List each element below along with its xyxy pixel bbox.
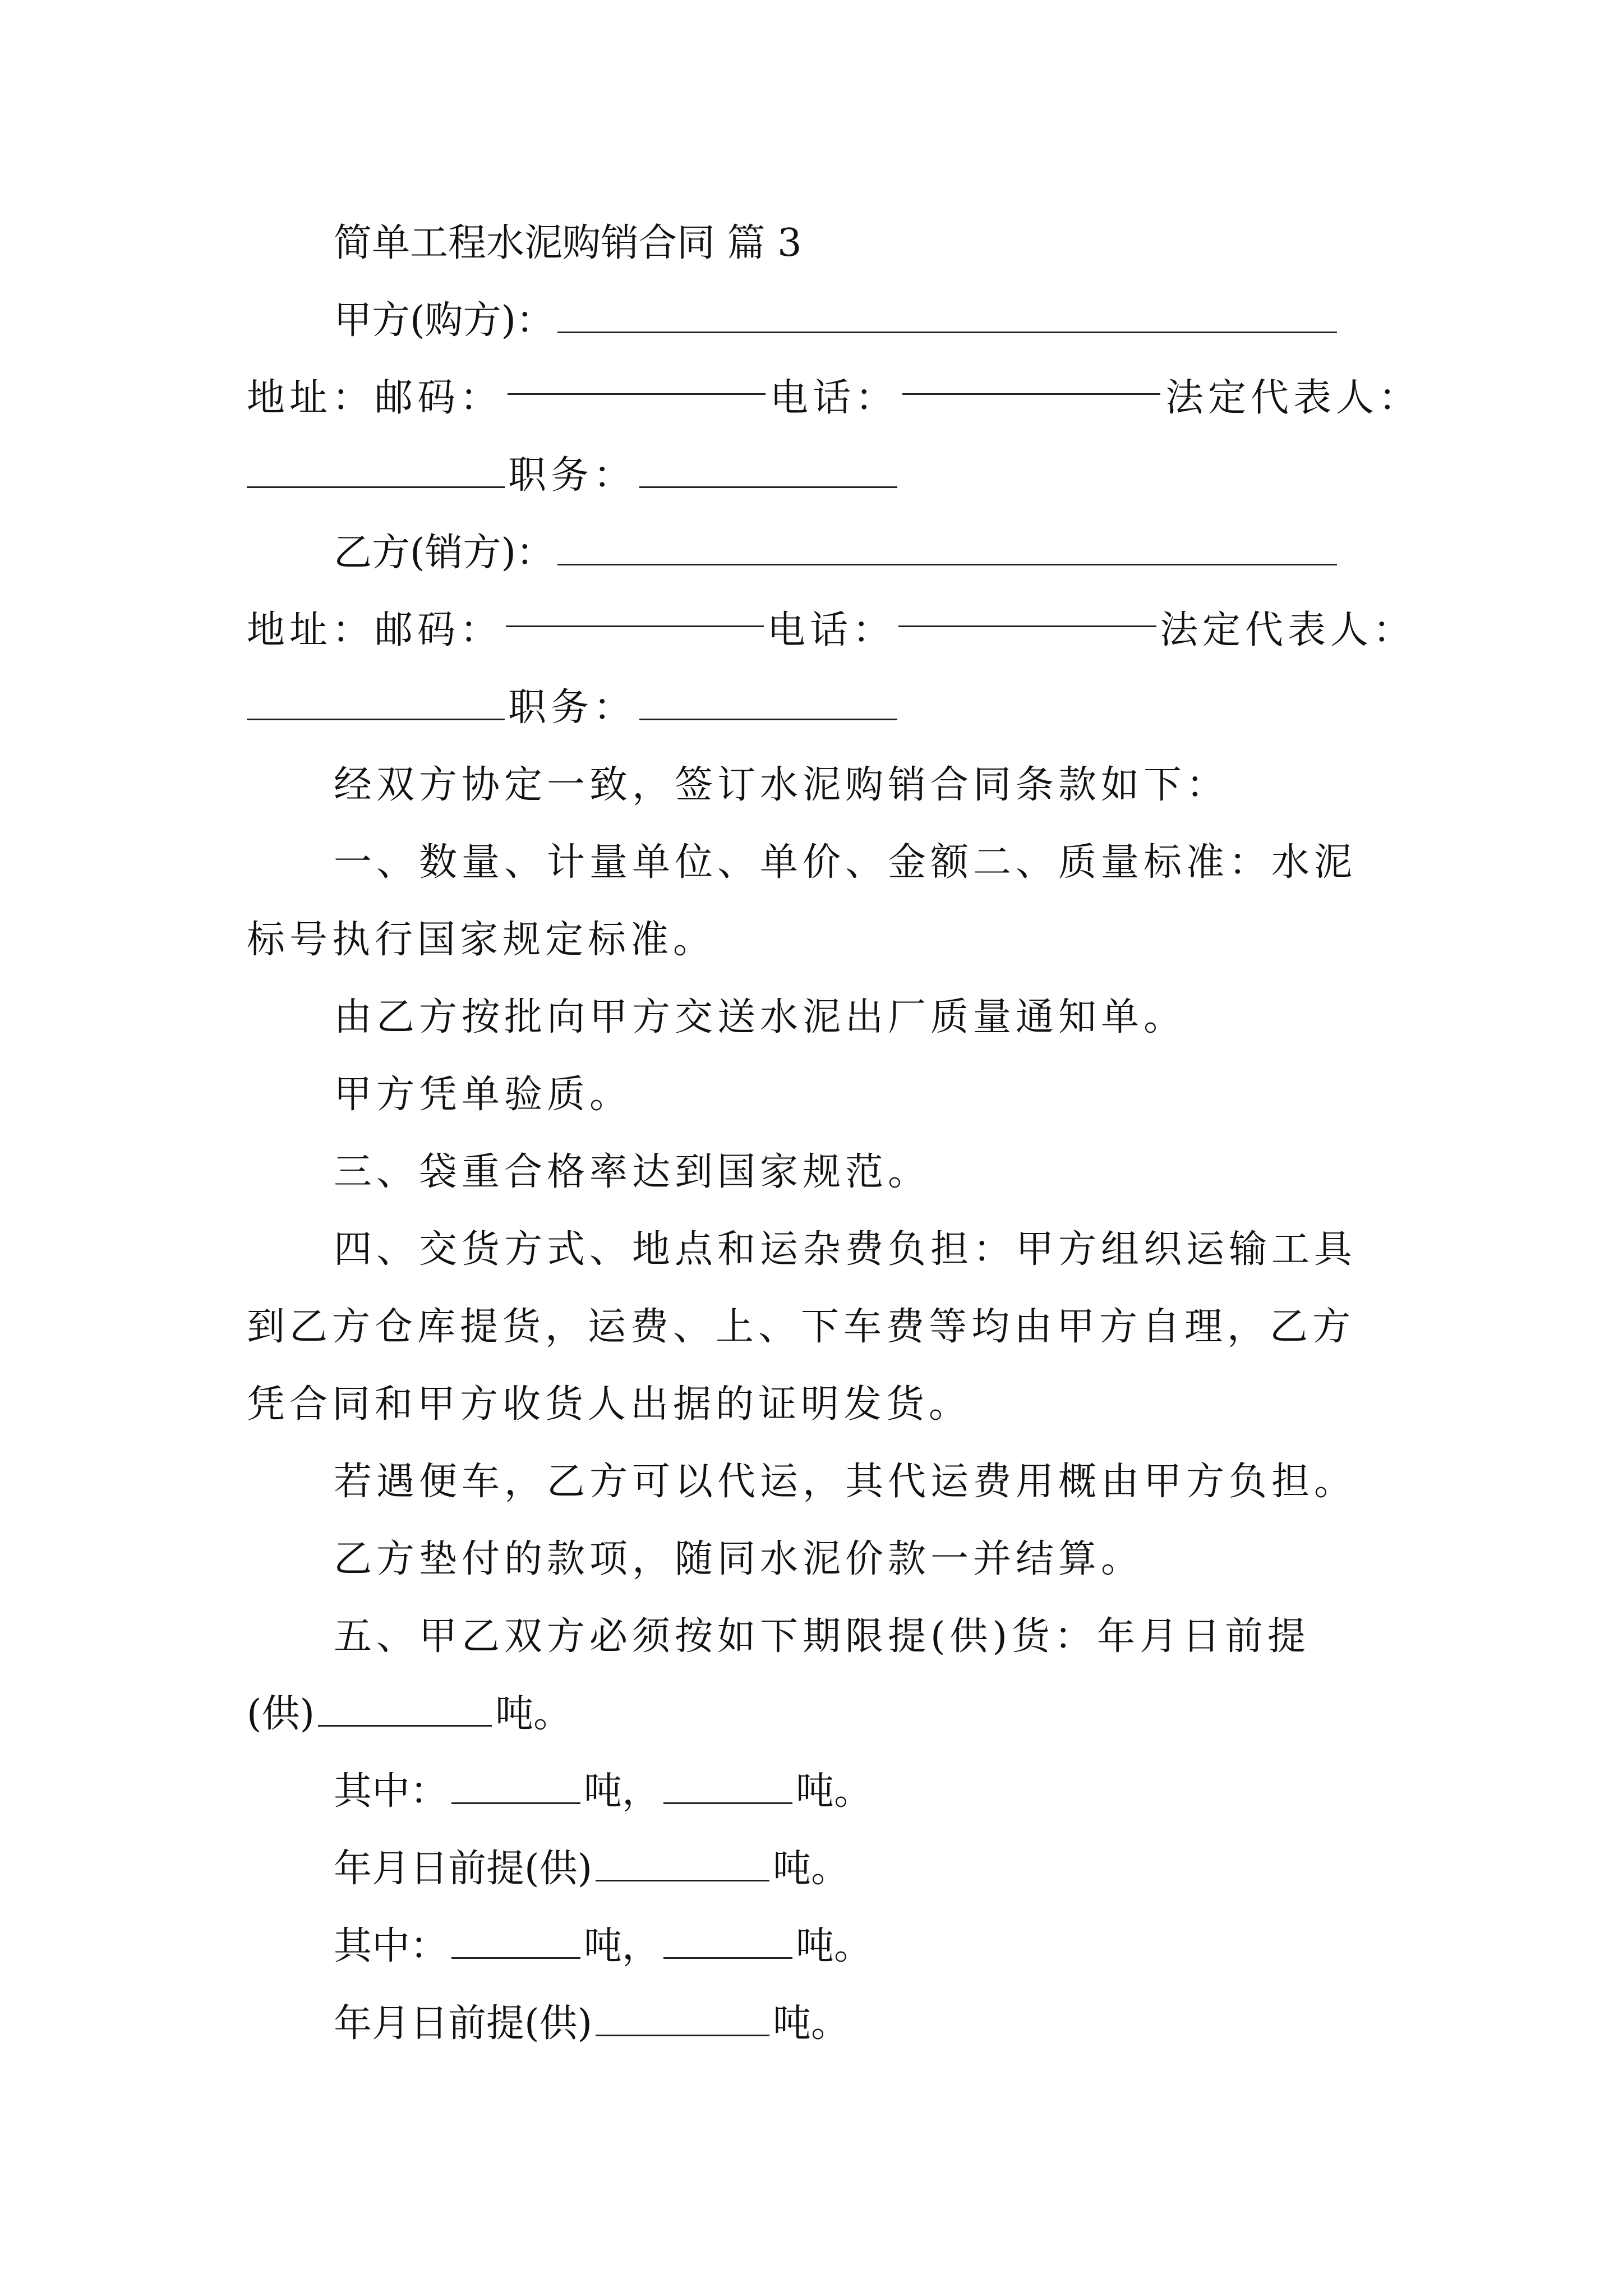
clause-4-line-3 — [247, 1365, 1421, 1444]
breakdown-2-label: 其中： — [334, 1924, 449, 1968]
party-b-address-label: 地址：邮码： — [247, 608, 503, 652]
breakdown-2-unit-b: 吨。 — [796, 1924, 873, 1968]
party-b-phone-blank[interactable] — [898, 591, 1156, 627]
clause-4c-text: 乙方垫付的款项，随同水泥价款一并结算。 — [334, 1537, 1144, 1581]
clause-4b-text: 若遇便车，乙方可以代运，其代运费用概由甲方负担。 — [334, 1460, 1357, 1504]
clause-3 — [334, 1133, 1421, 1212]
party-b-label: 乙方(销方)： — [334, 531, 555, 575]
clause-3-text: 三、袋重合格率达到国家规范。 — [334, 1150, 931, 1194]
clause-1-text-1: 一、数量、计量单位、单价、金额二、质量标准：水泥 — [334, 840, 1357, 885]
breakdown-2-unit-a: 吨， — [584, 1924, 661, 1968]
breakdown-1-unit-b: 吨。 — [796, 1769, 873, 1814]
clause-5-ton-unit: 吨。 — [495, 1692, 572, 1736]
breakdown-2 — [334, 1907, 1421, 1986]
clause-4b — [334, 1443, 1421, 1521]
clause-2a — [334, 978, 1421, 1057]
date-line-2-blank[interactable] — [596, 2000, 769, 2036]
party-b-address-line — [247, 591, 1416, 670]
date-line-2 — [334, 1985, 1421, 2063]
breakdown-1 — [334, 1752, 1421, 1831]
clause-4-text-1: 四、交货方式、地点和运杂费负担：甲方组织运输工具 — [334, 1227, 1357, 1272]
party-a-rep-line — [247, 436, 1421, 515]
party-b-phone-label: 电话： — [767, 608, 896, 652]
date-line-2-prefix: 年月日前提(供) — [334, 2001, 593, 2046]
clause-5-prefix: (供) — [247, 1692, 315, 1736]
party-a-line — [334, 282, 1421, 360]
party-b-title-blank[interactable] — [639, 684, 897, 720]
party-a-title-blank[interactable] — [639, 452, 897, 488]
clause-4-line-1 — [334, 1211, 1421, 1289]
breakdown-1-blank-b[interactable] — [663, 1768, 792, 1804]
intro-paragraph — [334, 746, 1421, 825]
party-b-title-label: 职务： — [508, 685, 637, 730]
clause-4-line-2 — [247, 1288, 1421, 1366]
party-b-rep-line — [247, 669, 1421, 747]
clause-4c — [334, 1520, 1421, 1599]
date-line-1-prefix: 年月日前提(供) — [334, 1847, 593, 1891]
date-line-1 — [334, 1830, 1421, 1908]
breakdown-1-blank-a[interactable] — [451, 1768, 580, 1804]
party-a-phone-label: 电话： — [769, 376, 898, 420]
clause-4-text-2: 到乙方仓库提货，运费、上、下车费等均由甲方自理，乙方 — [247, 1305, 1355, 1349]
clause-5-text-1: 五、甲乙双方必须按如下期限提(供)货：年月日前提 — [334, 1614, 1311, 1659]
title-text: 简单工程水泥购销合同 篇 3 — [334, 221, 802, 265]
breakdown-1-label: 其中： — [334, 1769, 449, 1814]
party-a-rep-label: 法定代表人： — [1165, 376, 1421, 420]
clause-5-ton-blank[interactable] — [318, 1691, 492, 1727]
party-a-rep-blank[interactable] — [247, 452, 505, 488]
breakdown-2-blank-b[interactable] — [663, 1923, 792, 1959]
clause-4-text-3: 凭合同和甲方收货人出据的证明发货。 — [247, 1382, 972, 1427]
date-line-1-unit: 吨。 — [773, 1847, 850, 1891]
party-a-title-label: 职务： — [508, 453, 637, 498]
party-a-label: 甲方(购方)： — [334, 298, 555, 343]
document-title — [334, 204, 1421, 283]
breakdown-1-unit-a: 吨， — [584, 1769, 661, 1814]
party-a-zip-blank[interactable] — [508, 359, 766, 395]
date-line-1-blank[interactable] — [596, 1846, 769, 1881]
party-a-phone-blank[interactable] — [902, 359, 1160, 395]
party-b-rep-label: 法定代表人： — [1160, 608, 1416, 652]
party-b-line — [334, 514, 1421, 592]
clause-5-line-2 — [247, 1675, 1421, 1754]
party-b-zip-blank[interactable] — [506, 591, 764, 627]
party-a-address-label: 地址：邮码： — [247, 376, 503, 420]
clause-1-line-1 — [334, 823, 1376, 902]
clause-2a-text: 由乙方按批向甲方交送水泥出厂质量通知单。 — [334, 995, 1187, 1039]
breakdown-2-blank-a[interactable] — [451, 1923, 580, 1959]
party-a-address-line — [247, 359, 1421, 438]
party-a-blank[interactable] — [557, 297, 1337, 333]
clause-1-text-2: 标号执行国家规定标准。 — [247, 918, 716, 962]
date-line-2-unit: 吨。 — [773, 2001, 850, 2046]
intro-text: 经双方协定一致，签订水泥购销合同条款如下： — [334, 763, 1229, 807]
clause-2b-text: 甲方凭单验质。 — [334, 1073, 633, 1117]
clause-2b — [334, 1056, 1421, 1134]
party-b-blank[interactable] — [557, 530, 1337, 565]
clause-1-line-2 — [247, 901, 1421, 979]
clause-5-line-1 — [334, 1598, 1421, 1676]
party-b-rep-blank[interactable] — [247, 684, 505, 720]
